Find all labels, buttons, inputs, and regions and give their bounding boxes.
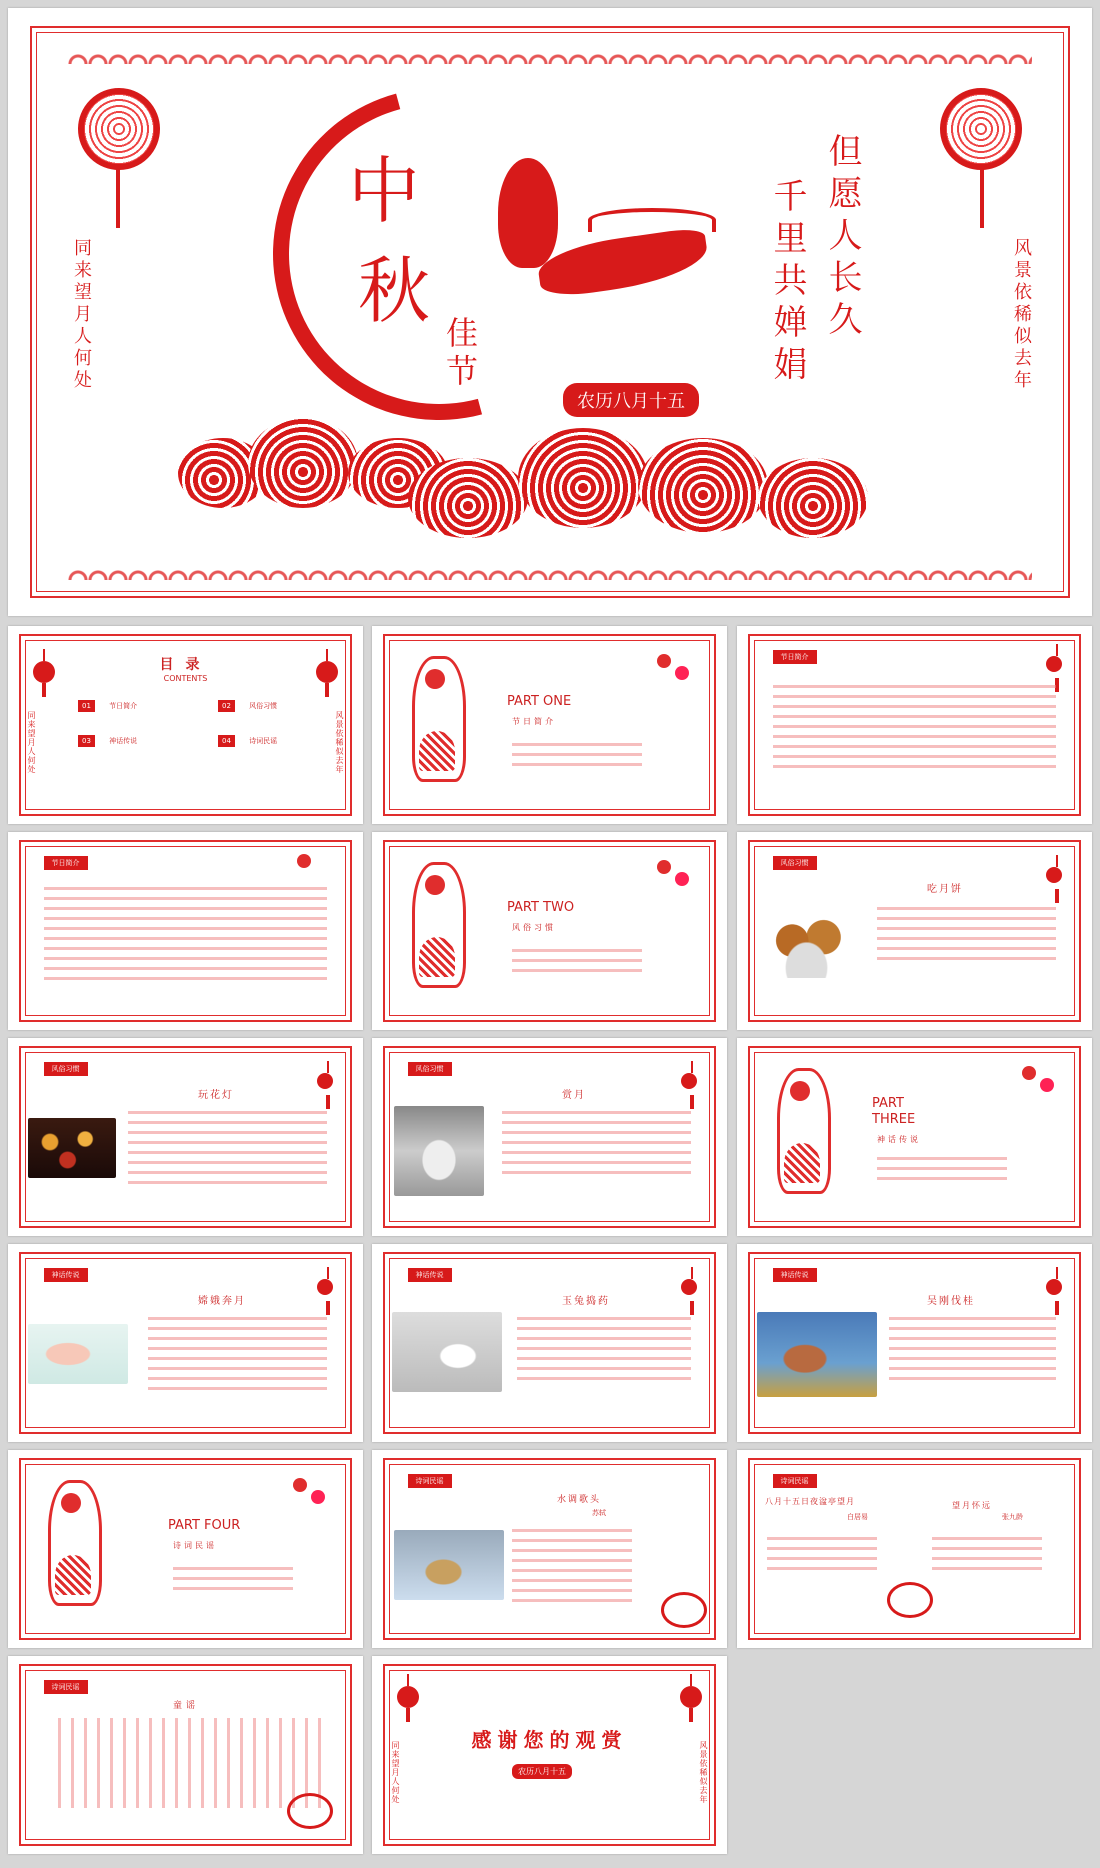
intro-body-text-2 <box>44 880 327 987</box>
slide-festival-intro[interactable] <box>737 626 1092 824</box>
section-tag: 神话传说 <box>773 1268 817 1282</box>
wu-gang-image <box>757 1312 877 1397</box>
ending-right-vertical: 风景依稀似去年 <box>699 1741 708 1804</box>
lantern-title: 玩花灯 <box>198 1090 234 1101</box>
right-lantern-tassel <box>980 168 984 228</box>
section-tag: 神话传说 <box>44 1268 88 1282</box>
contents-title: 目录 <box>159 657 212 673</box>
lady-silhouette-icon <box>48 1480 102 1606</box>
part-one-name: 节日简介 <box>512 717 556 726</box>
contents-label-01: 节日简介 <box>109 702 138 710</box>
lantern-body-text <box>128 1104 327 1191</box>
slide-jade-rabbit[interactable] <box>372 1244 727 1442</box>
contents-item-02[interactable] <box>218 701 277 711</box>
rabbit-seal-icon <box>287 1793 333 1829</box>
contents-label-02: 风俗习惯 <box>249 702 278 710</box>
slide-lantern[interactable] <box>8 1038 363 1236</box>
lantern-icon <box>317 1073 333 1089</box>
lantern-icon <box>397 1686 419 1708</box>
rabbit-body-text <box>517 1310 691 1387</box>
shuidiao-author: 苏轼 <box>592 1509 606 1517</box>
flying-fairy-icon <box>478 158 708 328</box>
slide-mooncake[interactable] <box>737 832 1092 1030</box>
plum-blossom-icon <box>1012 1056 1072 1106</box>
lantern-icon <box>317 1279 333 1295</box>
contents-num-03: 03 <box>78 735 95 747</box>
poem-b-text <box>932 1530 1042 1577</box>
shuidiao-poem-text <box>512 1522 632 1609</box>
part-two-desc <box>512 942 642 979</box>
right-lantern-icon <box>940 88 1022 170</box>
part-three-name: 神话传说 <box>877 1135 921 1144</box>
mooncake-title: 吃月饼 <box>927 884 963 895</box>
lantern-icon <box>1046 656 1062 672</box>
poem-a-author: 白居易 <box>847 1513 868 1521</box>
section-tag: 诗词民谣 <box>44 1680 88 1694</box>
poem-b-author: 张九龄 <box>1002 1513 1023 1521</box>
cover-title-char-1: 中 <box>348 149 421 233</box>
slide-ending[interactable] <box>372 1656 727 1854</box>
rabbit-seal-icon <box>661 1592 707 1628</box>
slide-poems[interactable] <box>737 1450 1092 1648</box>
change-title: 嫦娥奔月 <box>198 1296 246 1307</box>
ballad-vertical-text <box>58 1718 328 1808</box>
slide-change[interactable] <box>8 1244 363 1442</box>
mooncake-body-text <box>877 900 1056 967</box>
poem-a-title: 八月十五日夜湓亭望月 <box>765 1497 855 1506</box>
rabbit-title: 玉兔捣药 <box>562 1296 610 1307</box>
cover-subtitle-char-1: 佳 <box>446 314 479 352</box>
slide-contents[interactable] <box>8 626 363 824</box>
contents-label-03: 神话传说 <box>109 737 138 745</box>
contents-num-01: 01 <box>78 700 95 712</box>
lady-silhouette-icon <box>412 656 466 782</box>
part-four-name: 诗词民谣 <box>173 1541 217 1550</box>
ending-left-vertical: 同来望月人何处 <box>391 1741 400 1804</box>
left-lantern-icon <box>78 88 160 170</box>
contents-item-03[interactable] <box>78 736 137 746</box>
lantern-image <box>28 1118 116 1178</box>
cover-left-vertical-text: 同来望月人何处 <box>71 238 92 392</box>
part-three-label: PART THREE <box>872 1096 916 1127</box>
plum-blossom-icon <box>283 1468 343 1518</box>
cover-subtitle-char-2: 节 <box>446 352 479 390</box>
shuidiao-title: 水调歌头 <box>557 1495 602 1505</box>
section-tag: 诗词民谣 <box>773 1474 817 1488</box>
wugang-body-text <box>889 1310 1056 1387</box>
lantern-icon <box>681 1279 697 1295</box>
ballad-title: 童谣 <box>173 1701 200 1711</box>
cover-title-char-2: 秋 <box>358 249 431 333</box>
cover-poem-right: 但愿人长久 <box>822 133 862 343</box>
slide-ballad[interactable] <box>8 1656 363 1854</box>
change-image <box>28 1324 128 1384</box>
section-tag: 风俗习惯 <box>773 856 817 870</box>
left-lantern-tassel <box>116 168 120 228</box>
cover-slide[interactable] <box>8 8 1092 616</box>
top-wave-border <box>68 44 1032 64</box>
cover-poem-left: 千里共婵娟 <box>767 178 807 388</box>
part-two-label: PART TWO <box>507 900 575 915</box>
section-tag: 节日简介 <box>773 650 817 664</box>
cover-right-vertical-text: 风景依稀似去年 <box>1011 238 1032 392</box>
change-body-text <box>148 1310 327 1397</box>
contents-right-vertical: 风景依稀似去年 <box>335 711 344 774</box>
lady-silhouette-icon <box>777 1068 831 1194</box>
ending-date-badge: 农历八月十五 <box>512 1764 572 1779</box>
contents-left-vertical: 同来望月人何处 <box>27 711 36 774</box>
slide-wu-gang[interactable] <box>737 1244 1092 1442</box>
plum-blossom-icon <box>647 850 707 900</box>
poem-a-text <box>767 1530 877 1577</box>
section-tag: 节日简介 <box>44 856 88 870</box>
contents-num-04: 04 <box>218 735 235 747</box>
lantern-icon <box>681 1073 697 1089</box>
slide-festival-intro-2[interactable] <box>8 832 363 1030</box>
shuidiao-image <box>394 1530 504 1600</box>
lantern-icon <box>1046 867 1062 883</box>
part-four-label: PART FOUR <box>168 1518 241 1533</box>
section-tag: 风俗习惯 <box>408 1062 452 1076</box>
lantern-icon <box>1046 1279 1062 1295</box>
section-tag: 风俗习惯 <box>44 1062 88 1076</box>
section-tag: 诗词民谣 <box>408 1474 452 1488</box>
mooncake-image <box>759 910 854 978</box>
cloud-decoration-right <box>408 428 888 538</box>
slide-moon-viewing[interactable] <box>372 1038 727 1236</box>
part-two-name: 风俗习惯 <box>512 923 556 932</box>
slide-part-one[interactable] <box>372 626 727 824</box>
slide-part-two[interactable] <box>372 832 727 1030</box>
lantern-icon <box>680 1686 702 1708</box>
ending-thanks: 感谢您的观赏 <box>471 1728 628 1752</box>
rabbit-seal-icon <box>887 1582 933 1618</box>
poem-b-title: 望月怀远 <box>952 1501 992 1510</box>
plum-blossom-icon <box>647 644 707 694</box>
slide-frame <box>383 1664 717 1846</box>
part-three-desc <box>877 1150 1007 1187</box>
contents-label-04: 诗词民谣 <box>249 737 278 745</box>
intro-body-text <box>773 678 1056 775</box>
part-four-desc <box>173 1560 293 1597</box>
part-one-label: PART ONE <box>507 694 572 709</box>
contents-subtitle: CONTENTS <box>163 674 208 683</box>
wugang-title: 吴刚伐桂 <box>927 1296 975 1307</box>
moon-title: 赏月 <box>562 1090 586 1101</box>
part-one-desc <box>512 736 642 773</box>
slide-part-three[interactable] <box>737 1038 1092 1236</box>
slide-part-four[interactable] <box>8 1450 363 1648</box>
moon-viewing-image <box>394 1106 484 1196</box>
lady-silhouette-icon <box>412 862 466 988</box>
cover-date-badge: 农历八月十五 <box>563 383 699 417</box>
slide-shuidiao[interactable] <box>372 1450 727 1648</box>
contents-item-01[interactable] <box>78 701 137 711</box>
contents-item-04[interactable] <box>218 736 277 746</box>
contents-num-02: 02 <box>218 700 235 712</box>
moon-body-text <box>502 1104 691 1181</box>
jade-rabbit-image <box>392 1312 502 1392</box>
bottom-wave-border <box>68 560 1032 580</box>
section-tag: 神话传说 <box>408 1268 452 1282</box>
